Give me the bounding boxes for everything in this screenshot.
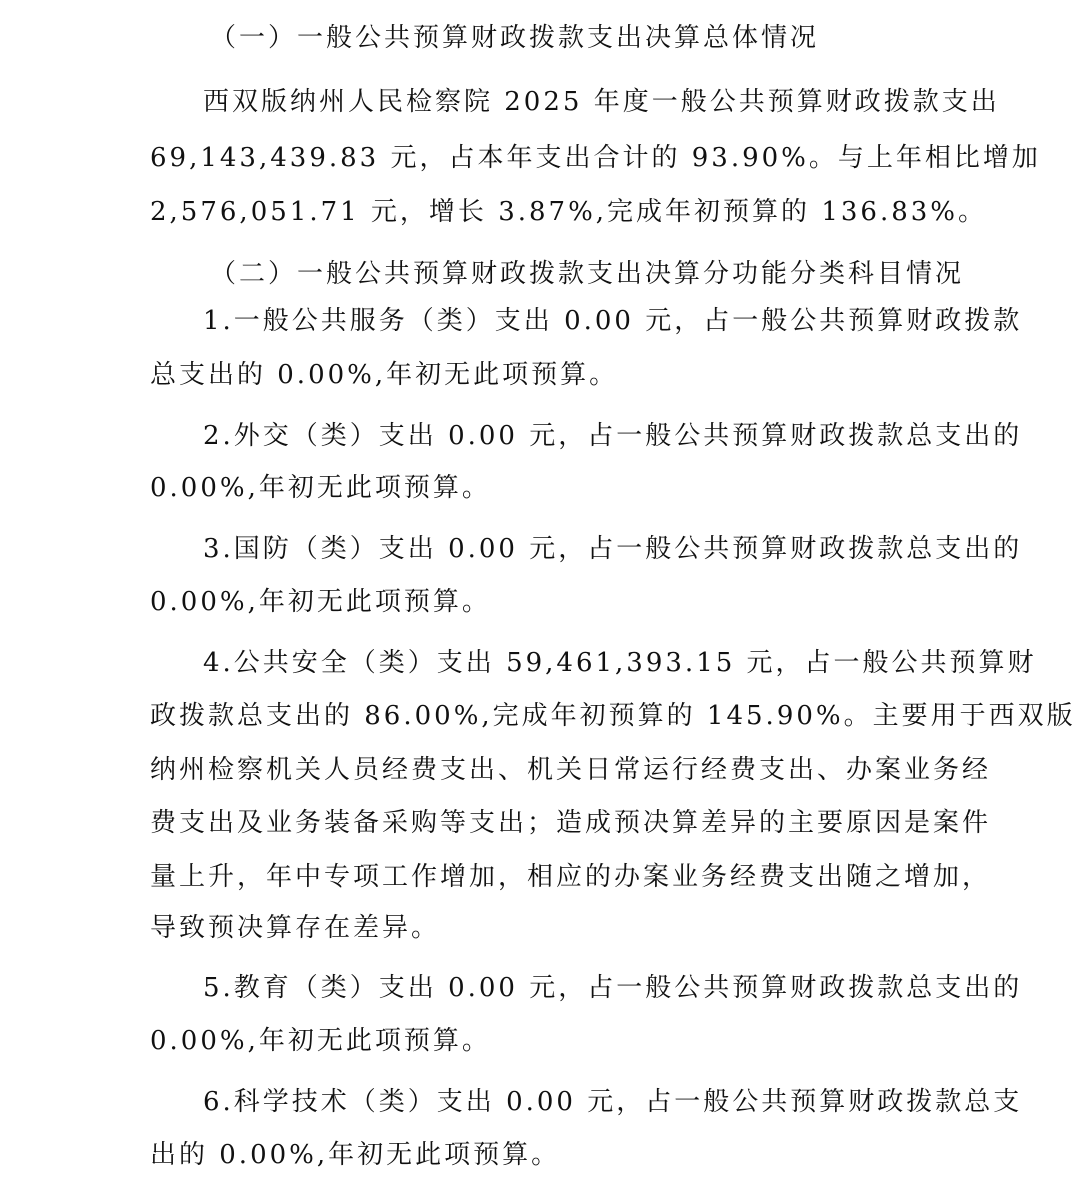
item-4-line: 4.公共安全（类）支出 59,461,393.15 元，占一般公共预算财 — [203, 648, 1037, 678]
item-6-line: 出的 0.00%,年初无此项预算。 — [150, 1140, 561, 1170]
paragraph-line: 69,143,439.83 元，占本年支出合计的 93.90%。与上年相比增加 — [150, 143, 1041, 173]
item-2-line: 0.00%,年初无此项预算。 — [150, 473, 491, 503]
item-4-line: 费支出及业务装备采购等支出；造成预决算差异的主要原因是案件 — [150, 808, 992, 838]
item-4-line: 导致预决算存在差异。 — [150, 913, 441, 943]
section1-heading: （一）一般公共预算财政拨款支出决算总体情况 — [210, 23, 820, 53]
paragraph-line: 2,576,051.71 元，增长 3.87%,完成年初预算的 136.83%。 — [150, 197, 988, 227]
item-5-line: 5.教育（类）支出 0.00 元，占一般公共预算财政拨款总支出的 — [203, 973, 1023, 1003]
item-4-line: 量上升，年中专项工作增加，相应的办案业务经费支出随之增加， — [150, 862, 992, 892]
item-3-line: 0.00%,年初无此项预算。 — [150, 587, 491, 617]
item-2-line: 2.外交（类）支出 0.00 元，占一般公共预算财政拨款总支出的 — [203, 421, 1023, 451]
item-1-line: 总支出的 0.00%,年初无此项预算。 — [150, 360, 619, 390]
item-4-line: 政拨款总支出的 86.00%,完成年初预算的 145.90%。主要用于西双版 — [150, 701, 1076, 731]
section2-heading: （二）一般公共预算财政拨款支出决算分功能分类科目情况 — [210, 259, 965, 289]
item-1-line: 1.一般公共服务（类）支出 0.00 元，占一般公共预算财政拨款 — [203, 306, 1023, 336]
item-5-line: 0.00%,年初无此项预算。 — [150, 1026, 491, 1056]
paragraph-line: 西双版纳州人民检察院 2025 年度一般公共预算财政拨款支出 — [203, 87, 1000, 117]
item-6-line: 6.科学技术（类）支出 0.00 元，占一般公共预算财政拨款总支 — [203, 1087, 1023, 1117]
item-3-line: 3.国防（类）支出 0.00 元，占一般公共预算财政拨款总支出的 — [203, 534, 1023, 564]
item-4-line: 纳州检察机关人员经费支出、机关日常运行经费支出、办案业务经 — [150, 755, 992, 785]
